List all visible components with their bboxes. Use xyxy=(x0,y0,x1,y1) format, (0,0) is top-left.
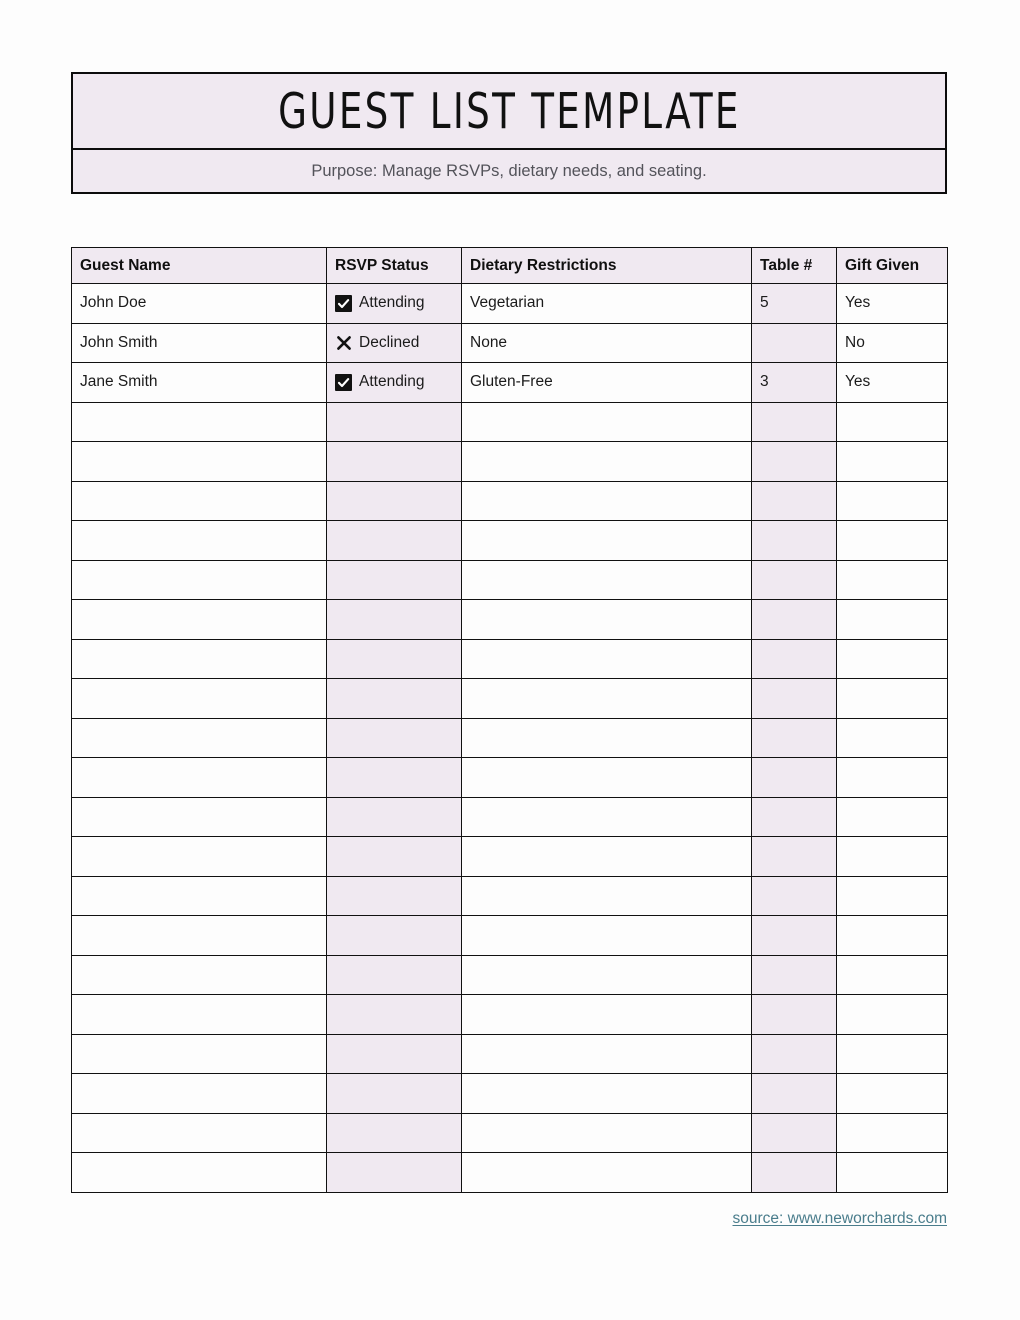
cell-guest_name[interactable] xyxy=(72,442,327,482)
cell-guest_name[interactable]: John Smith xyxy=(72,323,327,363)
cell-gift_given[interactable] xyxy=(837,1074,948,1114)
cell-dietary_restrictions[interactable] xyxy=(462,718,752,758)
document-header-block xyxy=(71,72,947,194)
cell-table_number[interactable] xyxy=(752,1113,837,1153)
cell-dietary_restrictions[interactable] xyxy=(462,1113,752,1153)
cell-dietary_restrictions[interactable] xyxy=(462,402,752,442)
cell-gift_given[interactable] xyxy=(837,916,948,956)
cell-gift_given[interactable] xyxy=(837,955,948,995)
cell-guest_name[interactable] xyxy=(72,521,327,561)
cell-dietary_restrictions[interactable] xyxy=(462,1153,752,1193)
cell-table_number[interactable] xyxy=(752,442,837,482)
cell-dietary_restrictions[interactable] xyxy=(462,442,752,482)
cell-table_number[interactable] xyxy=(752,600,837,640)
cell-rsvp_status[interactable] xyxy=(327,955,462,995)
cell-guest_name[interactable]: Jane Smith xyxy=(72,363,327,403)
cell-gift_given[interactable] xyxy=(837,797,948,837)
rsvp-status-cell-content xyxy=(335,284,453,323)
cell-rsvp_status[interactable] xyxy=(327,1153,462,1193)
rsvp-status-cell-content xyxy=(335,324,453,363)
cell-dietary_restrictions[interactable]: None xyxy=(462,323,752,363)
cell-guest_name[interactable] xyxy=(72,481,327,521)
cell-guest_name[interactable] xyxy=(72,837,327,877)
cell-table_number[interactable] xyxy=(752,995,837,1035)
rsvp-status-label: Attending xyxy=(359,294,425,312)
table-header xyxy=(72,248,948,284)
cell-gift_given[interactable] xyxy=(837,600,948,640)
cell-rsvp_status[interactable] xyxy=(327,916,462,956)
cell-dietary_restrictions[interactable] xyxy=(462,758,752,798)
cell-table_number[interactable] xyxy=(752,916,837,956)
cell-gift_given[interactable] xyxy=(837,995,948,1035)
table-row xyxy=(72,1074,948,1114)
cell-table_number[interactable] xyxy=(752,521,837,561)
rsvp-status-cell-content xyxy=(335,363,453,402)
cell-dietary_restrictions[interactable]: Vegetarian xyxy=(462,284,752,324)
cell-guest_name[interactable] xyxy=(72,916,327,956)
cell-guest_name[interactable] xyxy=(72,718,327,758)
subtitle-band xyxy=(73,150,945,192)
cell-gift_given[interactable]: Yes xyxy=(837,363,948,403)
cell-table_number[interactable] xyxy=(752,955,837,995)
cell-table_number[interactable] xyxy=(752,1074,837,1114)
cell-rsvp_status[interactable] xyxy=(327,639,462,679)
cell-dietary_restrictions[interactable] xyxy=(462,600,752,640)
page-subtitle: Purpose: Manage RSVPs, dietary needs, and seating. xyxy=(311,161,707,180)
table-row xyxy=(72,323,948,363)
cell-guest_name[interactable] xyxy=(72,402,327,442)
cell-gift_given[interactable] xyxy=(837,718,948,758)
cell-dietary_restrictions[interactable] xyxy=(462,797,752,837)
cell-dietary_restrictions[interactable]: Gluten-Free xyxy=(462,363,752,403)
column-header-dietary-restrictions: Dietary Restrictions xyxy=(462,248,752,284)
cell-dietary_restrictions[interactable] xyxy=(462,679,752,719)
cell-table_number[interactable] xyxy=(752,639,837,679)
table-row xyxy=(72,639,948,679)
column-header-rsvp-status: RSVP Status xyxy=(327,248,462,284)
checkbox-checked-icon[interactable] xyxy=(335,374,352,391)
table-row xyxy=(72,284,948,324)
x-mark-icon[interactable] xyxy=(335,334,352,351)
cell-table_number[interactable] xyxy=(752,481,837,521)
cell-rsvp_status[interactable] xyxy=(327,521,462,561)
cell-rsvp_status[interactable] xyxy=(327,718,462,758)
cell-gift_given[interactable] xyxy=(837,1113,948,1153)
table-body xyxy=(72,284,948,1193)
cell-gift_given[interactable] xyxy=(837,679,948,719)
cell-dietary_restrictions[interactable] xyxy=(462,521,752,561)
column-header-guest-name: Guest Name xyxy=(72,248,327,284)
table-header-row xyxy=(72,248,948,284)
table-row xyxy=(72,916,948,956)
cell-guest_name[interactable] xyxy=(72,797,327,837)
cell-gift_given[interactable]: No xyxy=(837,323,948,363)
cell-rsvp_status[interactable] xyxy=(327,363,462,403)
cell-rsvp_status[interactable] xyxy=(327,600,462,640)
cell-gift_given[interactable] xyxy=(837,876,948,916)
cell-gift_given[interactable] xyxy=(837,442,948,482)
table-row xyxy=(72,876,948,916)
cell-guest_name[interactable]: John Doe xyxy=(72,284,327,324)
cell-guest_name[interactable] xyxy=(72,1074,327,1114)
cell-dietary_restrictions[interactable] xyxy=(462,481,752,521)
cell-guest_name[interactable] xyxy=(72,1034,327,1074)
cell-table_number[interactable] xyxy=(752,323,837,363)
cell-guest_name[interactable] xyxy=(72,1113,327,1153)
cell-guest_name[interactable] xyxy=(72,560,327,600)
cell-gift_given[interactable] xyxy=(837,1034,948,1074)
rsvp-status-label: Declined xyxy=(359,333,420,351)
cell-dietary_restrictions[interactable] xyxy=(462,995,752,1035)
cell-table_number[interactable] xyxy=(752,560,837,600)
cell-guest_name[interactable] xyxy=(72,639,327,679)
table-row xyxy=(72,758,948,798)
table-row xyxy=(72,718,948,758)
cell-dietary_restrictions[interactable] xyxy=(462,837,752,877)
cell-rsvp_status[interactable] xyxy=(327,1074,462,1114)
cell-table_number[interactable]: 3 xyxy=(752,363,837,403)
table-row xyxy=(72,442,948,482)
cell-dietary_restrictions[interactable] xyxy=(462,955,752,995)
cell-guest_name[interactable] xyxy=(72,679,327,719)
cell-table_number[interactable] xyxy=(752,679,837,719)
table-row xyxy=(72,560,948,600)
table-row xyxy=(72,679,948,719)
table-row xyxy=(72,402,948,442)
page-title: GUEST LIST TEMPLATE xyxy=(277,82,741,140)
cell-gift_given[interactable] xyxy=(837,837,948,877)
cell-gift_given[interactable]: Yes xyxy=(837,284,948,324)
table-row xyxy=(72,1113,948,1153)
table-row xyxy=(72,481,948,521)
checkbox-checked-icon[interactable] xyxy=(335,295,352,312)
cell-dietary_restrictions[interactable] xyxy=(462,560,752,600)
cell-rsvp_status[interactable] xyxy=(327,442,462,482)
cell-guest_name[interactable] xyxy=(72,1153,327,1193)
cell-table_number[interactable] xyxy=(752,876,837,916)
cell-gift_given[interactable] xyxy=(837,758,948,798)
table-row xyxy=(72,600,948,640)
cell-gift_given[interactable] xyxy=(837,402,948,442)
cell-rsvp_status[interactable] xyxy=(327,402,462,442)
column-header-gift-given: Gift Given xyxy=(837,248,948,284)
cell-guest_name[interactable] xyxy=(72,876,327,916)
guest-list-table-wrapper xyxy=(71,247,947,1193)
cell-rsvp_status[interactable] xyxy=(327,1113,462,1153)
cell-table_number[interactable] xyxy=(752,1034,837,1074)
cell-rsvp_status[interactable] xyxy=(327,284,462,324)
source-link[interactable]: source: www.neworchards.com xyxy=(732,1210,947,1227)
cell-rsvp_status[interactable] xyxy=(327,679,462,719)
cell-rsvp_status[interactable] xyxy=(327,758,462,798)
cell-guest_name[interactable] xyxy=(72,955,327,995)
table-row xyxy=(72,955,948,995)
column-header-table-number: Table # xyxy=(752,248,837,284)
cell-rsvp_status[interactable] xyxy=(327,837,462,877)
table-row xyxy=(72,521,948,561)
cell-dietary_restrictions[interactable] xyxy=(462,1034,752,1074)
cell-rsvp_status[interactable] xyxy=(327,876,462,916)
cell-gift_given[interactable] xyxy=(837,521,948,561)
cell-gift_given[interactable] xyxy=(837,481,948,521)
cell-dietary_restrictions[interactable] xyxy=(462,876,752,916)
cell-rsvp_status[interactable] xyxy=(327,560,462,600)
rsvp-status-label: Attending xyxy=(359,373,425,391)
cell-table_number[interactable] xyxy=(752,758,837,798)
title-band xyxy=(73,74,945,150)
table-row xyxy=(72,1034,948,1074)
cell-rsvp_status[interactable] xyxy=(327,1034,462,1074)
cell-guest_name[interactable] xyxy=(72,758,327,798)
cell-guest_name[interactable] xyxy=(72,600,327,640)
cell-table_number[interactable] xyxy=(752,837,837,877)
cell-gift_given[interactable] xyxy=(837,1153,948,1193)
cell-table_number[interactable] xyxy=(752,1153,837,1193)
table-row xyxy=(72,797,948,837)
cell-rsvp_status[interactable] xyxy=(327,323,462,363)
cell-gift_given[interactable] xyxy=(837,560,948,600)
cell-rsvp_status[interactable] xyxy=(327,481,462,521)
table-row xyxy=(72,995,948,1035)
cell-rsvp_status[interactable] xyxy=(327,797,462,837)
table-row xyxy=(72,363,948,403)
cell-dietary_restrictions[interactable] xyxy=(462,639,752,679)
table-row xyxy=(72,1153,948,1193)
cell-dietary_restrictions[interactable] xyxy=(462,1074,752,1114)
cell-table_number[interactable]: 5 xyxy=(752,284,837,324)
cell-rsvp_status[interactable] xyxy=(327,995,462,1035)
table-row xyxy=(72,837,948,877)
cell-table_number[interactable] xyxy=(752,402,837,442)
guest-list-table xyxy=(71,247,948,1193)
cell-dietary_restrictions[interactable] xyxy=(462,916,752,956)
cell-guest_name[interactable] xyxy=(72,995,327,1035)
cell-table_number[interactable] xyxy=(752,797,837,837)
cell-table_number[interactable] xyxy=(752,718,837,758)
cell-gift_given[interactable] xyxy=(837,639,948,679)
